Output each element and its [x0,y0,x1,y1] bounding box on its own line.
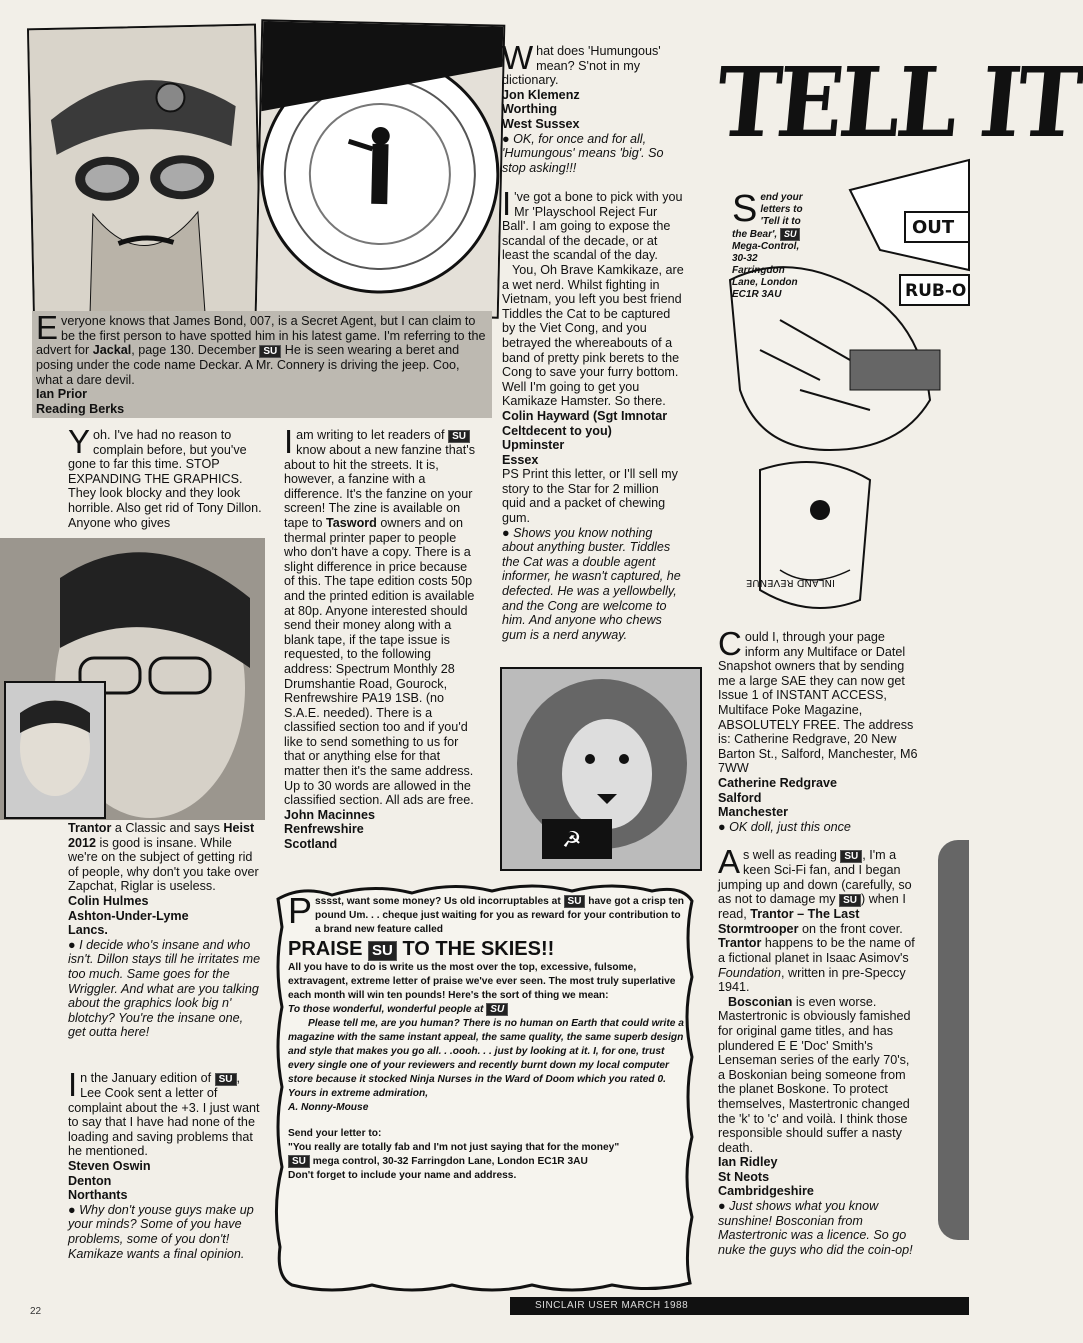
boy-photo-icon [0,538,265,820]
send-line: Mega-Control, [732,241,800,252]
author-town: Salford [718,790,762,805]
drop-cap: I [502,185,512,222]
letter-text: , Lee Cook sent a letter of complaint about the +3. I just want to say that I have had none of the loading and saving problems that he mentioned. [68,1071,260,1159]
praise-intro: have got a crisp ten pound Um. . . cheque just waiting for you as reward for your contribution to a brand new feature called [315,896,684,935]
praise-send-address [288,1155,684,1169]
letter-text: is even worse. Mastertronic is obviously famished for original game titles, and has plundered E E 'Doc' Smith's Lenseman series of the early 70's, a Boskonian being someone from the planet Boskone. To protect themselves, Mastertronic changed the 'k' to 'c' and voilà. I think those responsible should suffer a nasty death. [718,994,911,1155]
letter-text: veryone knows that James Bond, 007, is a Secret Agent, but I can claim to be the first person to have spotted him in his latest game. I'm referring to the advert for [36,314,486,358]
headline-part: TO THE SKIES!! [402,938,555,960]
send-line: 30-32 [732,253,758,264]
letter-paragraph [718,995,918,1156]
praise-send-heading: Send your letter to: [288,1128,382,1139]
letter-text: You, Oh Brave Kamkikaze, are a wet nerd. Whilst fighting in Vietnam, you left you best friend Tiddles the Cat to be captured by the Viet Cong, and you betrayed the whereabouts of a band of pretty pink berets to the Cong to save your furry bottom. Well I'm going to get you Kamikaze Hamster. So there. [502,262,684,409]
praise-content [288,890,684,1183]
letter-scifi [718,843,918,1257]
letter-text: He is seen wearing a beret and posing under the code name Deckar. A Mr. Connery is driving the jeep. Coo, what a dare devil. [36,343,460,387]
letter-text: n the January edition of [80,1071,215,1085]
svg-text:☭: ☭ [562,828,582,853]
su-logo: SU [368,941,397,961]
praise-box [272,877,698,1297]
title-text: TELL IT [711,46,1083,159]
software-title: Tasword [326,515,377,530]
su-logo: SU [259,345,281,358]
letter-bond [32,311,492,418]
author-place: Reading Berks [36,401,125,416]
send-line: letters to [760,204,803,215]
su-logo: SU [839,894,861,907]
bond-illustration-icon [257,21,504,316]
su-logo: SU [288,1155,310,1168]
letter-text: on the front cover. [798,921,903,936]
author-town: Worthing [502,102,558,117]
letter-graphics-bottom [68,821,264,1040]
author-county: Manchester [718,805,788,820]
author-name: John Macinnes [284,807,375,822]
send-line [732,228,832,241]
letter-text: , I'm a keen Sci-Fi fan, and I began jumping up and down (carefully, so as not to damage my [718,848,912,907]
praise-intro: sssst, want some money? Us old incorruptables at [315,896,564,907]
praise-signoff: Yours in extreme admiration, [288,1088,429,1099]
letter-multiface [718,625,918,834]
drop-cap: I [284,423,294,460]
author-name: Ian Ridley [718,1155,778,1170]
editor-reply: ● Why don't youse guys make up your minds? Some of you have problems, some of you don't! Kamikaze wants a final opinion. [68,1202,254,1261]
author-town: Denton [68,1173,112,1188]
letter-humungous [502,39,682,175]
lion-illustration [500,667,702,871]
drop-cap: A [718,843,741,880]
author-town: St Neots [718,1169,770,1184]
send-letters-box [732,188,832,301]
su-logo: SU [448,430,470,443]
praise-send-note: Don't forget to include your name and address. [288,1170,517,1181]
su-logo: SU [840,850,862,863]
page-number: 22 [30,1306,42,1317]
letter-text: owners and on thermal printer paper to people who don't have a copy. There is a slight difference in price because of this. The tape edition costs 50p and the printed edition is available at 80p. Anyone interested should send their money along with a blank tape, if the tape issue is requested, to the following address: Spectrum Monthly 28 Drumshantie Road, Gourock, Renfrewshire PA19 1SB. (no S.A.E. needed). There is a classified section too and if you'd like to send something to us for that or anything else for that matter then it's the same address. Up to 30 words are allowed in the classified section. All ads are free. [284,515,475,808]
drop-cap: E [36,309,59,346]
letter-text: s well as reading [743,848,841,862]
su-logo: SU [215,1073,237,1086]
letter-text: ) when I read, [718,892,906,922]
book-title: Foundation [718,965,782,980]
send-line: end your [760,192,803,203]
rubout-label: RUB-O [905,281,967,301]
author-county: Scotland [284,837,338,852]
footer-text: SINCLAIR USER MARCH 1988 [535,1300,689,1311]
headline-part: PRAISE [288,938,363,960]
author-town: Renfrewshire [284,822,364,837]
game-title: Heist 2012 [68,821,255,850]
bond-illustration [255,19,506,318]
author-town: Ashton-Under-Lyme [68,908,189,923]
game-title: Trantor [68,821,112,835]
letter-text: 've got a bone to pick with you Mr 'Playschool Reject Fur Ball'. I am going to expose the scandal of the decade, or at least the scandal of the day. [502,190,683,263]
out-label: OUT [912,217,955,238]
praise-send-subject: "You really are totally fab and I'm not just saying that for the money" [288,1142,620,1153]
author-name: Catherine Redgrave [718,775,837,790]
right-edge-art [938,840,969,1240]
author-county: Lancs. [68,923,108,938]
letter-plus3 [68,1066,264,1261]
send-line: EC1R 3AU [732,289,782,300]
editor-reply: ● Just shows what you know sunshine! Bosconian from Mastertronic was a licence. So go nuke the guys who did the coin-op! [718,1199,913,1257]
send-line: Lane, London [732,277,798,288]
editor-reply: ● Shows you know nothing about anything buster. Tiddles the Cat was a double agent informer, he wasn't captured, he defected. He was a yellowbelly, and the Cong are welcome to him. And anyone who chews gum is a nerd anyway. [502,525,681,642]
letter-ps: PS Print this letter, or I'll sell my story to the Star for 2 million quid and a packet of chewing gum. [502,467,678,526]
letter-text: know about a new fanzine that's about to hit the streets. It is, however, a fanzine with a difference. It's the fanzine on your screen! The zine is available on tape to [284,443,476,530]
author-town: Upminster [502,438,565,453]
footer-bar [510,1297,969,1315]
letter-text: , written in pre-Speccy 1941. [718,965,906,995]
author-name: Jon Klemenz [502,87,580,102]
author-name: Colin Hayward (Sgt Imnotar Celtdecent to you) [502,408,668,438]
boy-photo [0,538,265,820]
su-logo: SU [486,1003,508,1016]
letter-text: am writing to let readers of [296,428,449,442]
author-county: Cambridgeshire [718,1184,814,1199]
game-title: Bosconian [728,994,793,1009]
author-county: West Sussex [502,116,580,131]
game-title: Trantor – The Last Stormtrooper [718,907,860,936]
drop-cap: S [732,188,758,230]
letter-text: oh. I've had no reason to complain before, but you've gone to far this time. STOP EXPANDING THE GRAPHICS. They look blocky and they look horrible. Also get rid of Tony Dillon. Anyone who gives [68,428,262,530]
letter-bone [502,185,684,642]
letter-text: happens to be the name of a fictional planet in Isaac Asimov's [718,936,915,965]
author-name: Ian Prior [36,387,88,402]
letter-text: a Classic and says [111,821,224,835]
drop-cap: Y [68,423,91,460]
praise-sample [288,1003,684,1017]
drop-cap: C [718,625,742,662]
game-title: Trantor [718,936,762,951]
send-line: 'Tell it to [760,216,801,227]
lion-illustration-icon [502,669,700,869]
letter-text: is good is insane. While we're on the subject of getting rid of people, why don't you take over Zapchat, Riglar is useless. [68,835,259,894]
pilot-illustration [27,24,262,319]
editor-reply: ● OK doll, just this once [718,819,851,834]
su-logo: SU [780,228,801,241]
su-logo: SU [564,895,586,908]
praise-headline [288,937,684,961]
letter-graphics-top [68,423,264,530]
author-name: Steven Oswin [68,1158,151,1173]
praise-sample-body: Please tell me, are you human? There is no human on Earth that could write a magazine with the same instant appeal, the same quality, the same superb design and style that makes you go all. . .oooh. . . just by looking at it. I, for one, trust every single one of your reviewers and recently burnt down my local computer store because it stocked Ninja Nurses in the Ward of Doom which you rated 0. [288,1018,684,1085]
editor-reply: ● I decide who's insane and who isn't. Dillon stays till he irritates me too much. Same goes for the Wriggler. And what are you talking about the graphics look big n' blotchy? You're the insane one, get outta here! [68,937,261,1040]
drop-cap: W [502,39,534,76]
letter-fanzine [284,423,476,852]
send-line-text: the Bear', [732,229,778,240]
pilot-illustration-icon [29,26,260,317]
letter-text: ould I, through your page inform any Multiface or Datel Snapshot owners that by sending me a large SAE they can now get Issue 1 of INSTANT ACCESS, Multiface Poke Magazine, ABSOLUTELY FREE. The address is: Catherine Redgrave, 20 New Barton St., Salford, Manchester, M6 7WW [718,630,918,776]
drop-cap: P [288,890,313,931]
send-line: Farringdon [732,265,785,276]
author-county: Essex [502,452,539,467]
game-title: Jackal [92,343,132,358]
inland-revenue-label: INLAND REVENUE [746,577,835,588]
praise-signature: A. Nonny-Mouse [288,1102,369,1113]
sample-text: To those wonderful, wonderful people at [288,1004,487,1015]
editor-reply: ● OK, for once and for all, 'Humungous' means 'big'. So stop asking!!! [502,131,664,175]
letter-text: , page 130. December [131,343,260,358]
address-text: mega control, 30-32 Farringdon Lane, London EC1R 3AU [309,1156,588,1167]
letter-text: hat does 'Humungous' mean? S'not in my dictionary. [502,44,661,88]
author-name: Colin Hulmes [68,893,149,908]
author-county: Northants [68,1188,128,1203]
drop-cap: I [68,1066,78,1103]
praise-body: All you have to do is write us the most over the top, excessive, fulsome, extravagent, extreme letter of praise we've ever seen. The most truly superlative each month will win ten pounds! Here's the sort of thing we mean: [288,962,676,1001]
